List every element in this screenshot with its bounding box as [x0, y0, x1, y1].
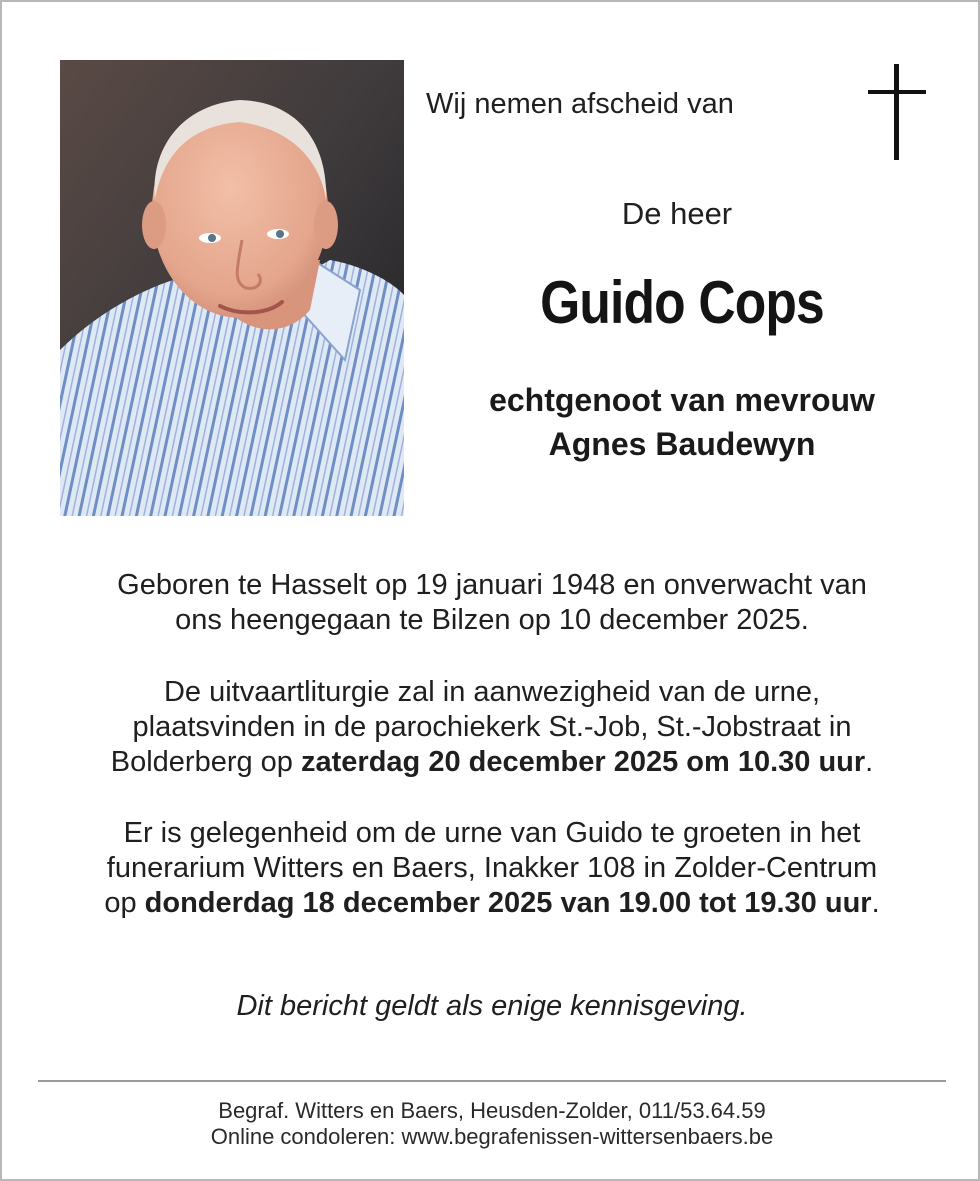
- p3-line-1: Er is gelegenheid om de urne van Guido te groeten in het: [123, 817, 861, 849]
- p3-line-3-prefix: op: [104, 887, 145, 919]
- p2-line-3: [42, 745, 942, 780]
- spouse-line-2: Agnes Baudewyn: [548, 426, 816, 462]
- p2-line-2: plaatsvinden in de parochiekerk St.-Job, St.-Jobstraat in: [132, 711, 852, 743]
- p3-line-3: [42, 886, 942, 921]
- p2-line-3-prefix: Bolderberg op: [110, 746, 301, 778]
- viewing-paragraph: [42, 816, 942, 921]
- intro-text: Wij nemen afscheid van: [426, 88, 734, 120]
- viewing-datetime: donderdag 18 december 2025 van 19.00 tot 19.30 uur: [144, 887, 872, 919]
- p1-line-2: ons heengegaan te Bilzen op 10 december 2025.: [175, 604, 809, 636]
- footer: [42, 1098, 942, 1150]
- online-condolence-link[interactable]: Online condoleren: www.begrafenissen-wittersenbaers.be: [210, 1124, 774, 1149]
- closing-statement: Dit bericht geldt als enige kennisgeving.: [236, 990, 748, 1022]
- p1-line-1: Geboren te Hasselt op 19 januari 1948 en onverwacht van: [117, 569, 867, 601]
- birth-death-paragraph: [42, 568, 942, 638]
- funeral-home-contact: Begraf. Witters en Baers, Heusden-Zolder, 011/53.64.59: [218, 1098, 766, 1123]
- funeral-paragraph: [42, 675, 942, 780]
- cross-icon: [868, 64, 926, 160]
- honorific-title: De heer: [621, 196, 733, 231]
- p2-line-3-suffix: .: [865, 746, 874, 778]
- spouse-line-1: echtgenoot van mevrouw: [489, 382, 875, 418]
- deceased-name: Guido Cops: [540, 269, 824, 336]
- portrait-photo: [60, 60, 404, 516]
- footer-divider: [38, 1080, 946, 1082]
- funeral-datetime: zaterdag 20 december 2025 om 10.30 uur: [301, 746, 866, 778]
- p2-line-1: De uitvaartliturgie zal in aanwezigheid van de urne,: [163, 676, 821, 708]
- p3-line-2: funerarium Witters en Baers, Inakker 108 in Zolder-Centrum: [106, 852, 878, 884]
- portrait-image: [60, 60, 404, 516]
- p3-line-3-suffix: .: [871, 887, 880, 919]
- spouse-info: [422, 378, 942, 466]
